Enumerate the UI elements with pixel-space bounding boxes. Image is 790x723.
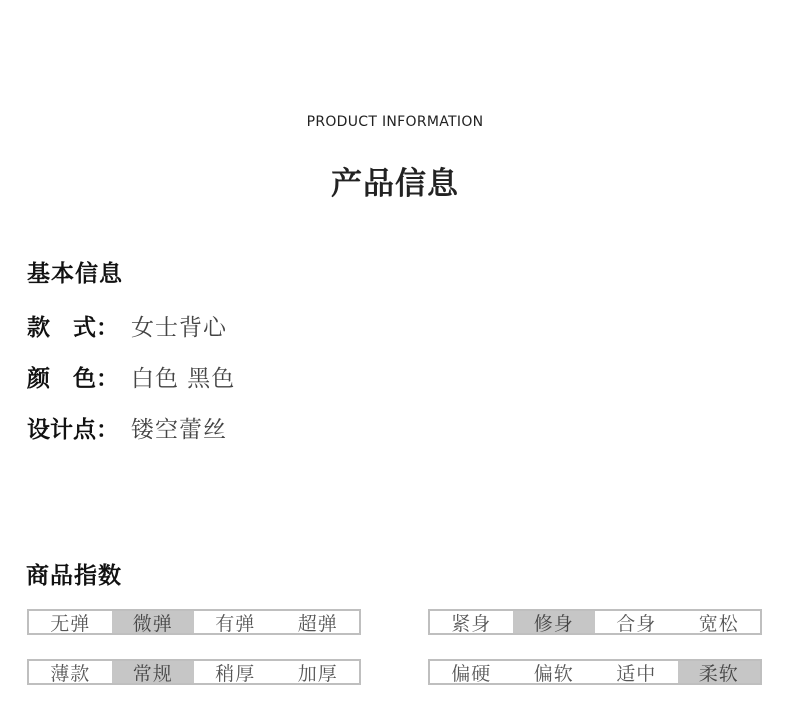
- info-value-color: 白色 黑色: [131, 366, 236, 392]
- scale-option-selected: 常规: [112, 661, 195, 683]
- scale-option-selected: 微弹: [112, 611, 195, 633]
- scale-option: 加厚: [297, 662, 338, 685]
- info-key-design: 设计点：: [27, 417, 119, 443]
- fit-scale: [428, 609, 762, 635]
- page-title: 产品信息: [331, 166, 459, 202]
- scale-option: 超弹: [297, 612, 338, 635]
- thickness-scale: [27, 659, 361, 685]
- scale-option-selected: 修身: [513, 611, 596, 633]
- info-key-style: 款 式：: [27, 315, 119, 341]
- scale-option: 适中: [616, 662, 657, 685]
- elasticity-scale: [27, 609, 361, 635]
- scale-option: 薄款: [50, 662, 91, 685]
- indices-heading: 商品指数: [26, 563, 122, 589]
- softness-scale: [428, 659, 762, 685]
- scale-option: 紧身: [451, 612, 492, 635]
- info-key-color: 颜 色：: [27, 366, 119, 392]
- scale-option: 偏软: [533, 662, 574, 685]
- scale-option-selected: 柔软: [678, 661, 761, 683]
- info-row-style: [27, 309, 227, 342]
- info-row-color: [27, 360, 235, 393]
- subtitle-en: PRODUCT INFORMATION: [306, 114, 484, 130]
- info-row-design: [27, 411, 227, 444]
- scale-option: 宽松: [698, 612, 739, 635]
- basic-info-heading: 基本信息: [27, 261, 123, 287]
- scale-option: 稍厚: [215, 662, 256, 685]
- scale-option: 有弹: [215, 612, 256, 635]
- info-value-design: 镂空蕾丝: [131, 417, 227, 443]
- info-value-style: 女士背心: [131, 315, 227, 341]
- scale-option: 合身: [616, 612, 657, 635]
- scale-option: 偏硬: [451, 662, 492, 685]
- scale-option: 无弹: [50, 612, 91, 635]
